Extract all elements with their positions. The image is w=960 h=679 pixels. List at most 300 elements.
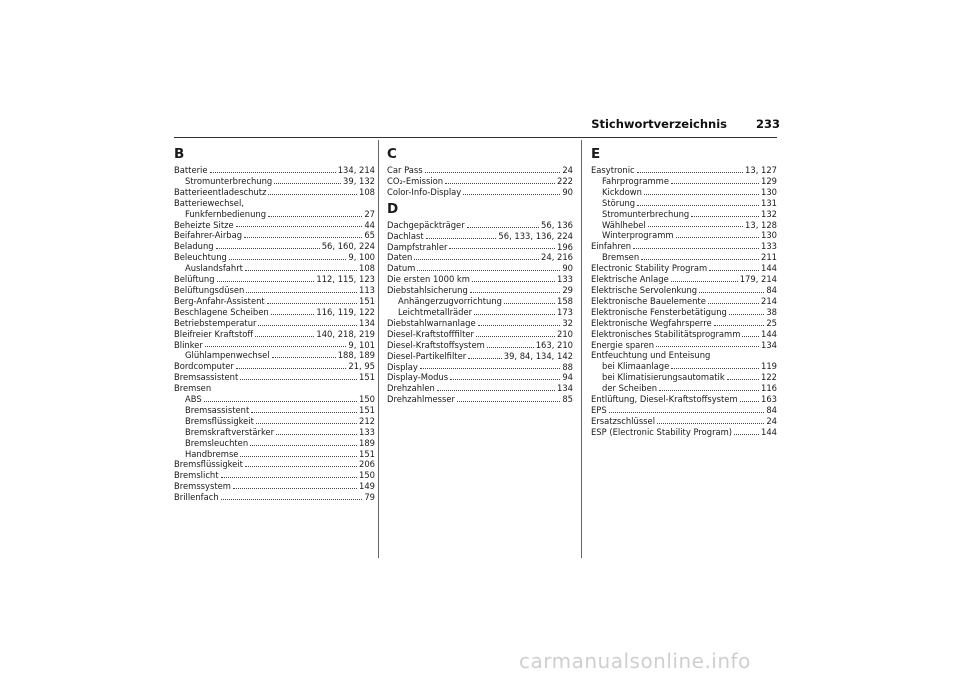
index-pages: 151 — [359, 404, 375, 415]
index-term: Betriebstemperatur — [174, 317, 257, 328]
index-pages: 144 — [761, 263, 777, 274]
index-pages: 56, 136 — [541, 219, 573, 230]
index-term: Entlüftung, Diesel-Kraftstoffsystem — [591, 394, 738, 405]
leader-dots — [487, 347, 534, 348]
leader-dots — [221, 499, 363, 500]
index-entry — [174, 198, 375, 209]
index-pages: 9, 101 — [348, 339, 375, 350]
leader-dots — [204, 401, 357, 402]
index-term: Bremsen — [174, 383, 212, 394]
page-number: 233 — [756, 117, 781, 131]
index-entry — [387, 252, 573, 263]
index-pages: 134 — [761, 339, 777, 350]
index-term: Beheizte Sitze — [174, 219, 234, 230]
index-pages: 44 — [364, 219, 375, 230]
leader-dots — [474, 314, 555, 315]
index-term: Berg-Anfahr-Assistent — [174, 295, 265, 306]
section-letter: E — [591, 146, 601, 162]
index-entry — [591, 307, 777, 318]
index-pages: 150 — [359, 470, 375, 481]
index-term: Beleuchtung — [174, 252, 227, 263]
index-entry — [591, 176, 777, 187]
watermark-text: carmanualsonline.info — [519, 649, 751, 673]
index-entry — [174, 416, 375, 427]
index-entry — [174, 187, 375, 198]
index-pages: 211 — [761, 252, 777, 263]
index-term: EPS — [591, 404, 607, 415]
index-entry — [174, 438, 375, 449]
index-entry — [387, 362, 573, 373]
index-entry — [174, 252, 375, 263]
leader-dots — [210, 172, 336, 173]
index-entry — [591, 230, 777, 241]
index-entry — [387, 340, 573, 351]
index-entry — [387, 176, 573, 187]
leader-dots — [417, 270, 560, 271]
leader-dots — [216, 248, 320, 249]
index-entry — [174, 285, 375, 296]
index-column-1 — [174, 145, 375, 503]
leader-dots — [644, 194, 759, 195]
index-term: Störung — [602, 197, 636, 208]
index-term: Bremsflüssigkeit — [185, 415, 254, 426]
index-entry — [174, 405, 375, 416]
leader-dots — [740, 401, 759, 402]
section-letter: B — [174, 146, 185, 162]
index-entry — [387, 383, 573, 394]
index-term: Die ersten 1000 km — [387, 274, 470, 285]
section-letter: C — [387, 146, 397, 162]
index-term: Bremskraftverstärker — [185, 426, 275, 437]
index-entry — [174, 361, 375, 372]
index-pages: 134, 214 — [337, 165, 375, 175]
column-divider-2 — [581, 140, 582, 558]
leader-dots — [221, 477, 357, 478]
index-term: Bremsleuchten — [185, 437, 249, 448]
index-entry — [591, 340, 777, 351]
index-term: Easytronic — [591, 165, 635, 175]
index-entry — [591, 198, 777, 209]
index-pages: 132 — [761, 208, 777, 219]
index-term: Funkfernbedienung — [185, 208, 267, 219]
index-entry — [387, 372, 573, 383]
index-pages: 56, 160, 224 — [321, 241, 375, 252]
leader-dots — [244, 237, 362, 238]
header-divider — [174, 137, 777, 138]
index-pages: 9, 100 — [348, 252, 375, 263]
index-pages: 94 — [562, 372, 573, 383]
index-pages: 88 — [562, 361, 573, 372]
index-pages: 13, 128 — [745, 219, 777, 230]
index-pages: 21, 95 — [348, 361, 375, 372]
leader-dots — [633, 248, 759, 249]
index-entry — [591, 427, 777, 438]
index-pages: 108 — [359, 186, 375, 197]
leader-dots — [659, 390, 759, 391]
index-entry — [387, 394, 573, 405]
index-term: Dampfstrahler — [387, 241, 448, 252]
index-pages: 133 — [359, 426, 375, 437]
leader-dots — [478, 325, 561, 326]
leader-dots — [245, 466, 357, 467]
index-term: Beladung — [174, 241, 214, 252]
index-term: Belüftungsdüsen — [174, 284, 245, 295]
index-term: Dachlast — [387, 230, 424, 241]
index-pages: 39, 132 — [343, 175, 375, 186]
leader-dots — [691, 216, 759, 217]
leader-dots — [641, 259, 759, 260]
leader-dots — [709, 270, 759, 271]
leader-dots — [729, 314, 765, 315]
index-term: Bremsen — [602, 252, 640, 263]
index-pages: 24, 216 — [541, 252, 573, 263]
leader-dots — [656, 346, 759, 347]
index-entry — [174, 165, 375, 176]
index-pages: 116, 119, 122 — [316, 306, 375, 317]
index-pages: 140, 218, 219 — [316, 328, 375, 339]
leader-dots — [671, 281, 738, 282]
leader-dots — [236, 368, 346, 369]
index-pages: 112, 115, 123 — [316, 274, 375, 285]
index-term: Color-Info-Display — [387, 186, 462, 197]
index-entry — [174, 318, 375, 329]
leader-dots — [229, 259, 347, 260]
index-entry — [387, 263, 573, 274]
index-entry — [591, 394, 777, 405]
leader-dots — [699, 292, 764, 293]
index-term: Bremsflüssigkeit — [174, 459, 243, 470]
index-term: Bleifreier Kraftstoff — [174, 328, 254, 339]
leader-dots — [205, 346, 347, 347]
index-term: Belüftung — [174, 274, 215, 285]
leader-dots — [437, 390, 555, 391]
leader-dots — [240, 379, 357, 380]
index-term: Wählhebel — [602, 219, 646, 230]
index-entry — [591, 165, 777, 176]
index-pages: 163, 210 — [535, 339, 573, 350]
leader-dots — [258, 325, 357, 326]
index-pages: 189 — [359, 437, 375, 448]
index-pages: 188, 189 — [337, 350, 375, 361]
leader-dots — [468, 358, 502, 359]
index-term: CO₂-Emission — [387, 175, 444, 186]
index-entry — [174, 329, 375, 340]
leader-dots — [637, 205, 759, 206]
index-term: Batterieentladeschutz — [174, 186, 267, 197]
leader-dots — [276, 434, 357, 435]
index-term: Diebstahlwarnanlage — [387, 317, 476, 328]
index-pages: 151 — [359, 448, 375, 459]
index-term: Winterprogramm — [602, 230, 674, 241]
index-term: Bremssystem — [174, 481, 231, 492]
index-entry — [174, 274, 375, 285]
index-entry — [591, 274, 777, 285]
index-pages: 151 — [359, 372, 375, 383]
leader-dots — [217, 281, 315, 282]
index-term: Beschlagene Scheiben — [174, 306, 269, 317]
index-pages: 29 — [562, 285, 573, 296]
index-pages: 32 — [562, 317, 573, 328]
index-entry — [591, 372, 777, 383]
index-pages: 144 — [761, 328, 777, 339]
index-pages: 90 — [562, 263, 573, 274]
page-header-title: Stichwortverzeichnis — [591, 117, 727, 131]
index-entry — [387, 231, 573, 242]
index-term: Elektronische Fensterbetätigung — [591, 306, 727, 317]
leader-dots — [470, 292, 561, 293]
index-term: Ersatzschlüssel — [591, 415, 656, 426]
index-term: Electronic Stability Program — [591, 263, 708, 274]
index-entry — [174, 383, 375, 394]
index-pages: 116 — [761, 383, 777, 394]
index-term: Elektronisches Stabilitätsprogramm — [591, 328, 741, 339]
index-term: Stromunterbrechung — [602, 208, 690, 219]
index-term: Elektronische Wegfahrsperre — [591, 317, 712, 328]
index-pages: 214 — [761, 295, 777, 306]
leader-dots — [268, 216, 362, 217]
section-letter: D — [387, 200, 399, 217]
index-entry — [387, 274, 573, 285]
index-pages: 150 — [359, 394, 375, 405]
leader-dots — [708, 303, 759, 304]
leader-dots — [425, 172, 561, 173]
index-entry — [174, 372, 375, 383]
index-pages: 65 — [364, 230, 375, 241]
index-term: bei Klimatisierungsautomatik — [602, 372, 725, 383]
index-pages: 24 — [766, 415, 777, 426]
index-term: Blinker — [174, 339, 203, 350]
leader-dots — [236, 226, 363, 227]
leader-dots — [420, 368, 560, 369]
leader-dots — [734, 434, 759, 435]
index-pages: 173 — [557, 306, 573, 317]
index-pages: 151 — [359, 295, 375, 306]
index-entry — [591, 416, 777, 427]
index-column-2 — [387, 145, 573, 405]
index-pages: 222 — [557, 175, 573, 186]
index-term: Entfeuchtung und Enteisung — [591, 350, 711, 361]
index-term: Elektrische Anlage — [591, 274, 669, 285]
leader-dots — [463, 194, 560, 195]
leader-dots — [268, 194, 357, 195]
index-entry — [174, 263, 375, 274]
index-pages: 39, 84, 134, 142 — [503, 350, 573, 361]
index-entry — [174, 230, 375, 241]
index-term: Einfahren — [591, 241, 632, 252]
index-term: Display-Modus — [387, 372, 449, 383]
leader-dots — [504, 303, 555, 304]
index-entry — [591, 361, 777, 372]
index-entry — [387, 296, 573, 307]
index-pages: 25 — [766, 317, 777, 328]
index-entry — [387, 242, 573, 253]
leader-dots — [250, 445, 357, 446]
index-term: bei Klimaanlage — [602, 361, 670, 372]
leader-dots — [271, 314, 315, 315]
index-term: Diesel-Kraftstoffsystem — [387, 339, 485, 350]
index-entry — [591, 285, 777, 296]
leader-dots — [467, 227, 539, 228]
index-pages: 196 — [557, 241, 573, 252]
leader-dots — [727, 379, 759, 380]
index-pages: 130 — [761, 230, 777, 241]
index-pages: 133 — [761, 241, 777, 252]
index-entry — [174, 427, 375, 438]
index-entry — [174, 470, 375, 481]
index-pages: 131 — [761, 197, 777, 208]
leader-dots — [457, 401, 560, 402]
index-term: Auslandsfahrt — [185, 263, 243, 274]
index-pages: 122 — [761, 372, 777, 383]
index-column-3 — [591, 145, 777, 438]
index-entry — [174, 492, 375, 503]
index-term: Drehzahlen — [387, 383, 435, 394]
index-term: Elektrische Servolenkung — [591, 284, 698, 295]
index-entry — [387, 285, 573, 296]
index-term: Fahrprogramme — [602, 175, 669, 186]
index-entry — [174, 459, 375, 470]
index-entry — [591, 383, 777, 394]
leader-dots — [742, 336, 759, 337]
index-entry — [174, 350, 375, 361]
leader-dots — [256, 423, 357, 424]
index-term: Glühlampenwechsel — [185, 350, 270, 361]
index-entry — [591, 318, 777, 329]
index-entry — [591, 241, 777, 252]
index-pages: 133 — [557, 274, 573, 285]
leader-dots — [274, 183, 341, 184]
index-entry — [174, 176, 375, 187]
index-pages: 212 — [359, 415, 375, 426]
index-entry — [174, 209, 375, 220]
leader-dots — [637, 172, 743, 173]
index-entry — [591, 252, 777, 263]
index-term: ESP (Electronic Stability Program) — [591, 426, 733, 437]
index-pages: 79 — [364, 492, 375, 503]
index-pages: 24 — [562, 165, 573, 175]
index-entry — [387, 351, 573, 362]
index-pages: 27 — [364, 208, 375, 219]
index-term: Brillenfach — [174, 492, 219, 503]
leader-dots — [414, 259, 539, 260]
index-entry — [591, 329, 777, 340]
index-entry — [174, 307, 375, 318]
leader-dots — [233, 488, 357, 489]
leader-dots — [609, 412, 765, 413]
index-pages: 84 — [766, 284, 777, 295]
index-pages: 108 — [359, 263, 375, 274]
index-pages: 158 — [557, 296, 573, 307]
index-pages: 84 — [766, 404, 777, 415]
index-pages: 119 — [761, 361, 777, 372]
index-term: Daten — [387, 252, 413, 263]
leader-dots — [246, 292, 357, 293]
index-term: Diesel-Partikelfilter — [387, 350, 467, 361]
index-pages: 38 — [766, 306, 777, 317]
leader-dots — [676, 237, 759, 238]
index-entry — [591, 350, 777, 361]
index-term: Diebstahlsicherung — [387, 285, 468, 296]
leader-dots — [272, 357, 336, 358]
index-term: Stromunterbrechung — [185, 175, 273, 186]
index-term: Car Pass — [387, 165, 423, 175]
index-pages: 134 — [557, 383, 573, 394]
index-entry — [387, 307, 573, 318]
index-term: Batteriewechsel, — [174, 197, 244, 208]
leader-dots — [476, 336, 555, 337]
index-entry — [174, 296, 375, 307]
index-pages: 149 — [359, 481, 375, 492]
leader-dots — [671, 183, 759, 184]
index-entry — [387, 318, 573, 329]
index-term: Bremslicht — [174, 470, 219, 481]
leader-dots — [426, 238, 497, 239]
index-entry — [174, 340, 375, 351]
index-entry — [387, 220, 573, 231]
index-pages: 179, 214 — [739, 274, 777, 285]
leader-dots — [240, 456, 357, 457]
index-term: Datum — [387, 263, 416, 274]
index-entry — [591, 263, 777, 274]
index-pages: 129 — [761, 175, 777, 186]
index-term: Kickdown — [602, 186, 642, 197]
index-pages: 144 — [761, 426, 777, 437]
index-entry — [174, 481, 375, 492]
leader-dots — [714, 325, 765, 326]
index-entry — [387, 329, 573, 340]
index-entry — [591, 209, 777, 220]
index-pages: 56, 133, 136, 224 — [498, 230, 573, 241]
index-entry — [174, 241, 375, 252]
index-entry — [591, 187, 777, 198]
leader-dots — [267, 303, 357, 304]
index-term: Display — [387, 361, 418, 372]
index-term: Energie sparen — [591, 339, 655, 350]
index-pages: 85 — [562, 394, 573, 405]
index-pages: 163 — [761, 394, 777, 405]
leader-dots — [657, 423, 764, 424]
leader-dots — [472, 281, 555, 282]
index-entry — [174, 394, 375, 405]
index-entry — [591, 405, 777, 416]
leader-dots — [648, 226, 743, 227]
index-term: Bremsassistent — [185, 404, 250, 415]
index-term: Drehzahlmesser — [387, 394, 455, 405]
index-term: Leichtmetallräder — [398, 306, 473, 317]
leader-dots — [445, 183, 555, 184]
index-term: Elektronische Bauelemente — [591, 295, 706, 306]
index-term: ABS — [185, 394, 202, 405]
index-entry — [387, 187, 573, 198]
index-term: Bordcomputer — [174, 361, 234, 372]
index-term: Bremsassistent — [174, 372, 239, 383]
index-term: Diesel-Kraftstofffilter — [387, 328, 474, 339]
column-divider-1 — [378, 140, 379, 558]
leader-dots — [251, 412, 357, 413]
index-term: Handbremse — [185, 448, 239, 459]
leader-dots — [671, 368, 759, 369]
index-pages: 130 — [761, 186, 777, 197]
index-term: Anhängerzugvorrichtung — [398, 296, 502, 307]
leader-dots — [449, 248, 555, 249]
index-entry — [591, 220, 777, 231]
index-pages: 113 — [359, 284, 375, 295]
index-term: Beifahrer-Airbag — [174, 230, 243, 241]
index-pages: 206 — [359, 459, 375, 470]
index-pages: 13, 127 — [745, 165, 777, 175]
index-pages: 134 — [359, 317, 375, 328]
index-pages: 90 — [562, 186, 573, 197]
